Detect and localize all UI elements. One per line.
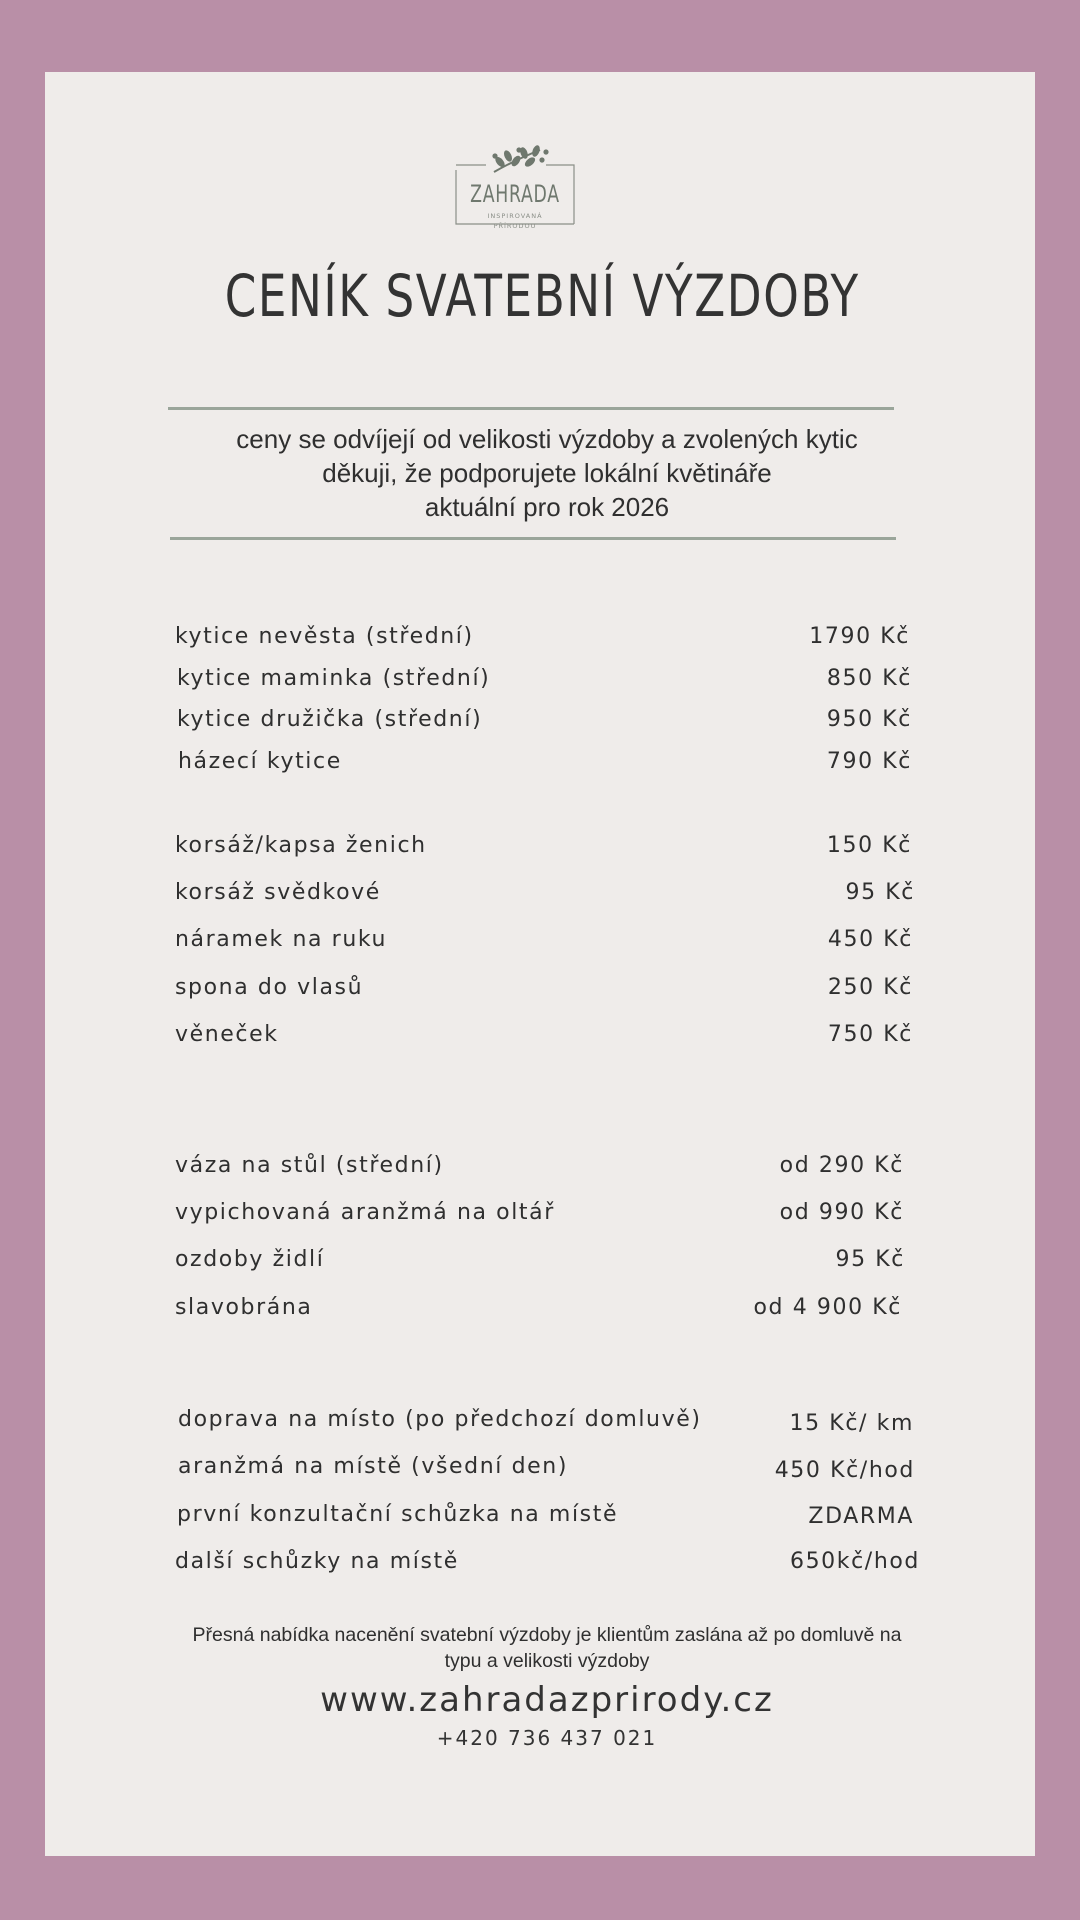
item-name: vypichovaná aranžmá na oltář: [175, 1200, 555, 1225]
item-name: slavobrána: [175, 1295, 313, 1320]
item-name: korsáž/kapsa ženich: [175, 833, 427, 858]
item-price: 150 Kč: [826, 833, 912, 858]
item-price: ZDARMA: [808, 1504, 914, 1529]
item-price: 790 Kč: [826, 749, 912, 774]
divider: [170, 537, 896, 540]
item-price: 250 Kč: [827, 975, 913, 1000]
page-title: CENÍK SVATEBNÍ VÝZDOBY: [224, 262, 860, 330]
item-price: 850 Kč: [826, 666, 912, 691]
item-price: 95 Kč: [835, 1247, 905, 1272]
item-name: kytice maminka (střední): [177, 666, 491, 691]
item-name: kytice družička (střední): [177, 707, 483, 732]
price-list-card: [45, 72, 1035, 1856]
item-price: 95 Kč: [845, 880, 915, 905]
footer-note: Přesná nabídka nacenění svatební výzdoby je klientům zaslána až po domluvě na: [192, 1624, 902, 1646]
item-price: od 290 Kč: [779, 1153, 904, 1178]
item-name: první konzultační schůzka na místě: [177, 1502, 619, 1527]
website-link[interactable]: www.zahradazprirody.cz: [320, 1680, 774, 1720]
zahrada-logo: [450, 142, 580, 238]
item-name: náramek na ruku: [175, 927, 388, 952]
item-name: další schůzky na místě: [175, 1549, 459, 1574]
logo-brand: ZAHRADA: [470, 180, 560, 208]
item-price: 650kč/hod: [789, 1549, 920, 1574]
item-name: aranžmá na místě (všední den): [178, 1454, 569, 1479]
item-name: korsáž svědkové: [175, 880, 381, 905]
item-name: doprava na místo (po předchozí domluvě): [178, 1407, 702, 1432]
subtitle-line: ceny se odvíjejí od velikosti výzdoby a zvolených kytic: [236, 424, 858, 454]
item-price: od 990 Kč: [779, 1200, 904, 1225]
item-price: 950 Kč: [826, 707, 912, 732]
item-name: spona do vlasů: [175, 975, 364, 1000]
subtitle-line: děkuji, že podporujete lokální květináře: [322, 458, 772, 488]
item-name: váza na stůl (střední): [175, 1153, 444, 1178]
item-price: 450 Kč/hod: [774, 1458, 915, 1483]
item-price: 1790 Kč: [809, 624, 910, 649]
item-price: 15 Kč/ km: [789, 1411, 914, 1436]
item-price: 450 Kč: [827, 927, 913, 952]
phone-number[interactable]: +420 736 437 021: [436, 1726, 658, 1750]
logo-tagline: INSPIROVANÁ: [487, 212, 543, 220]
item-name: ozdoby židlí: [175, 1247, 325, 1272]
item-price: od 4 900 Kč: [753, 1295, 902, 1320]
subtitle-line: aktuální pro rok 2026: [424, 492, 670, 522]
item-name: házecí kytice: [178, 749, 342, 774]
logo-tagline: PŘÍRODOU: [493, 222, 537, 230]
footer-note: typu a velikosti výzdoby: [444, 1650, 650, 1672]
item-price: 750 Kč: [827, 1022, 913, 1047]
item-name: věneček: [175, 1022, 279, 1047]
divider: [168, 407, 894, 410]
item-name: kytice nevěsta (střední): [175, 624, 474, 649]
